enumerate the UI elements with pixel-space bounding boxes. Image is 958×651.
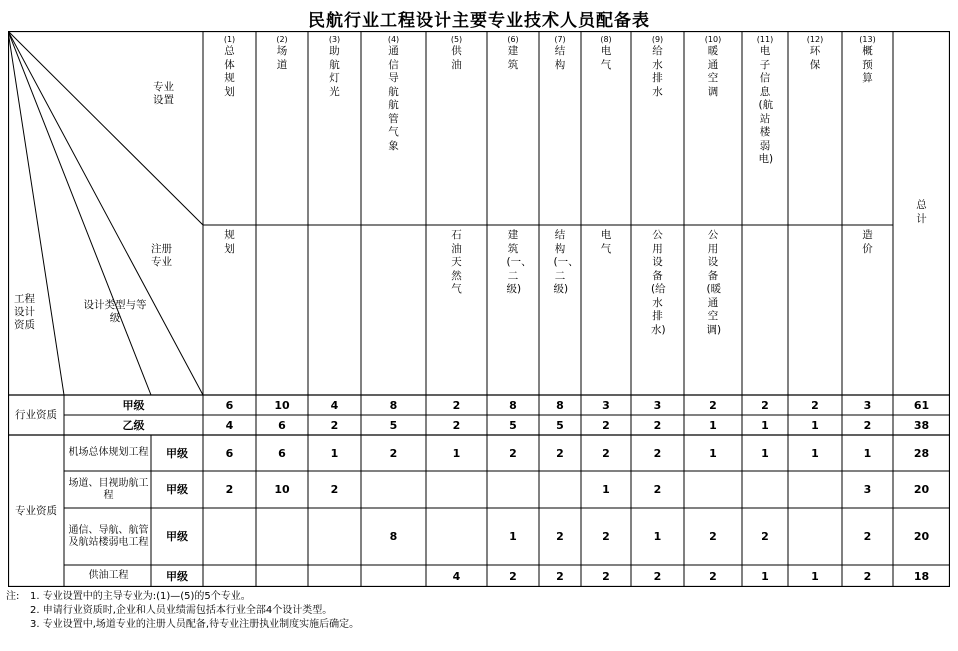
table-cell-text: 2 (602, 418, 610, 432)
col-name: 结构 (554, 45, 566, 71)
table-cell (203, 435, 256, 471)
col-name: 概预算 (862, 45, 873, 84)
table-cell-text: 1 (602, 483, 610, 496)
col-header-8 (583, 34, 629, 72)
table-cell (308, 435, 361, 471)
table-cell-text: 2 (709, 569, 717, 583)
table-cell (742, 435, 788, 471)
design-type (68, 435, 149, 471)
table-cell-text: 1 (863, 446, 872, 460)
design-grade (151, 508, 203, 565)
table-cell-text: 1 (330, 446, 339, 460)
table-cell-text: 2 (452, 398, 461, 412)
table-cell-text: 2 (653, 418, 662, 432)
table-cell (788, 508, 842, 565)
corner-label-qualification: 工程设计资质 (14, 293, 35, 331)
table-cell (788, 415, 842, 435)
table-cell (742, 565, 788, 587)
col-name: 环保 (809, 45, 821, 71)
col-number: (9) (651, 35, 664, 44)
table-cell-text: 2 (509, 569, 517, 583)
table-cell-text: 2 (602, 530, 610, 543)
registered-specialty: 结构(一、二级) (553, 229, 579, 295)
notes-label: 注: (6, 591, 20, 602)
table-cell (631, 508, 684, 565)
table-cell-text: 8 (556, 398, 564, 412)
total-cell-text: 38 (913, 418, 930, 432)
table-cell-text: 2 (863, 418, 872, 432)
table-cell-text: 5 (389, 418, 398, 432)
table-cell (631, 415, 684, 435)
col-name: 通信导航航管气象 (388, 45, 399, 152)
col-header-13 (844, 34, 891, 86)
table-cell-text: 1 (452, 446, 461, 460)
table-cell-text: 5 (556, 418, 564, 432)
col-header-2 (258, 34, 306, 72)
col-registered-5 (428, 229, 485, 297)
col-header-10 (686, 34, 740, 99)
table-cell (426, 471, 487, 508)
col-registered-6 (489, 229, 537, 297)
table-cell (256, 435, 308, 471)
col-registered-1 (205, 229, 254, 256)
design-type-text: 通信、导航、航管及航站楼弱电工程 (68, 524, 149, 548)
total-cell-text: 20 (913, 530, 930, 543)
col-name: 给水排水 (652, 45, 663, 98)
col-number: (12) (806, 35, 824, 44)
table-cell (203, 395, 256, 415)
table-cell (842, 435, 893, 471)
col-registered-10 (686, 229, 740, 337)
table-cell (308, 508, 361, 565)
diagonal (8, 31, 64, 395)
table-cell (361, 395, 426, 415)
note-2: 2. 申请行业资质时,企业和人员业绩需包括本行业全部4个设计类型。 (30, 605, 333, 616)
table-cell (361, 471, 426, 508)
table-cell-text: 2 (761, 530, 769, 543)
table-cell (361, 415, 426, 435)
col-number: (1) (223, 35, 236, 44)
table-cell (539, 508, 581, 565)
table-cell (361, 565, 426, 587)
table-cell-text: 1 (761, 418, 769, 432)
table-cell (581, 471, 631, 508)
total-cell (893, 395, 950, 415)
table-cell-text: 3 (863, 483, 872, 496)
table-cell-text: 2 (653, 569, 662, 583)
design-type-text: 场道、目视助航工程 (68, 477, 149, 501)
table-cell (308, 395, 361, 415)
col-number: (10) (704, 35, 722, 44)
design-grade-text: 甲级 (166, 569, 188, 583)
table-cell (203, 565, 256, 587)
col-header-7 (541, 34, 579, 72)
industry-label-text: 行业资质 (15, 408, 57, 421)
table-cell-text: 10 (274, 483, 290, 496)
table-cell (742, 508, 788, 565)
total-label: 总计 (916, 199, 927, 225)
table-cell-text: 3 (653, 398, 662, 412)
col-registered-8 (583, 229, 629, 256)
table-cell (487, 395, 539, 415)
table-cell (487, 471, 539, 508)
table-cell-text: 4 (452, 569, 461, 583)
specialty-label-text: 专业资质 (15, 504, 57, 517)
table-cell (842, 415, 893, 435)
table-cell-text: 1 (653, 530, 662, 543)
table-cell (361, 508, 426, 565)
col-header-9 (633, 34, 682, 99)
table-cell-text: 2 (556, 569, 564, 583)
col-header-4 (363, 34, 424, 153)
col-number: (5) (450, 35, 463, 44)
total-cell (893, 471, 950, 508)
table-cell-text: 2 (225, 483, 234, 496)
table-cell-text: 3 (863, 398, 872, 412)
col-header-6 (489, 34, 537, 72)
col-name: 电子信息(航站楼弱电) (758, 45, 774, 165)
table-cell (581, 435, 631, 471)
design-type-text: 机场总体规划工程 (68, 447, 149, 458)
table-cell (308, 471, 361, 508)
col-header-3 (310, 34, 359, 99)
design-grade (151, 471, 203, 508)
col-registered-9 (633, 229, 682, 337)
table-cell-text: 2 (602, 569, 610, 583)
total-cell-text: 61 (913, 398, 930, 412)
table-cell-text: 1 (761, 446, 769, 460)
table-cell (487, 435, 539, 471)
table-cell-text: 2 (556, 530, 564, 543)
corner-label-design-type: 设计类型与等级 (83, 299, 147, 324)
table-cell-text: 2 (653, 483, 662, 496)
staffing-table (8, 31, 950, 587)
table-cell-text: 5 (509, 418, 517, 432)
table-cell-text: 2 (509, 446, 517, 460)
table-cell-text: 6 (225, 398, 234, 412)
total-cell-text: 20 (913, 483, 930, 496)
page-title: 民航行业工程设计主要专业技术人员配备表 (308, 11, 650, 31)
col-number: (8) (600, 35, 612, 44)
table-cell-text: 8 (509, 398, 517, 412)
col-number: (11) (756, 35, 774, 44)
registered-specialty: 建筑(一、二级) (506, 229, 532, 295)
diagonal (8, 31, 151, 395)
col-header-12 (790, 34, 840, 72)
col-name: 暖通空调 (707, 45, 719, 98)
table-cell (539, 471, 581, 508)
table-cell (631, 471, 684, 508)
table-cell (487, 565, 539, 587)
total-cell (893, 435, 950, 471)
table-cell (631, 565, 684, 587)
table-cell (788, 565, 842, 587)
total-cell (893, 415, 950, 435)
table-cell-text: 2 (653, 446, 662, 460)
table-cell-text: 1 (811, 418, 819, 432)
specialty-label (8, 435, 64, 587)
table-cell-text: 2 (389, 446, 398, 460)
industry-grade (64, 395, 203, 415)
table-cell (203, 471, 256, 508)
col-header-11 (744, 34, 786, 167)
table-cell (581, 508, 631, 565)
note-3: 3. 专业设置中,场道专业的注册人员配备,待专业注册执业制度实施后确定。 (30, 619, 360, 630)
table-cell (788, 435, 842, 471)
design-grade-text: 甲级 (166, 530, 188, 543)
corner-label-specialty: 专业设置 (153, 81, 174, 106)
table-cell (631, 395, 684, 415)
table-cell-text: 4 (225, 418, 234, 432)
registered-specialty: 公用设备(暖通空调) (706, 229, 722, 336)
table-cell (684, 508, 742, 565)
industry-grade-text: 甲级 (122, 398, 145, 412)
design-type (68, 565, 149, 587)
col-number: (4) (387, 35, 400, 44)
col-header-total (895, 199, 948, 226)
col-header-5 (428, 34, 485, 72)
table-cell-text: 1 (509, 530, 517, 543)
table-cell (842, 395, 893, 415)
col-name: 总体规划 (224, 45, 235, 98)
table-cell-text: 1 (709, 418, 717, 432)
design-type (68, 471, 149, 508)
table-cell (631, 435, 684, 471)
table-cell-text: 1 (811, 569, 819, 583)
table-cell (684, 415, 742, 435)
table-cell-text: 3 (602, 398, 610, 412)
total-cell (893, 508, 950, 565)
table-cell (684, 471, 742, 508)
table-cell (684, 395, 742, 415)
table-cell (256, 508, 308, 565)
table-cell-text: 2 (452, 418, 461, 432)
design-grade (151, 435, 203, 471)
col-number: (6) (507, 35, 519, 44)
col-number: (3) (328, 35, 341, 44)
industry-grade (64, 415, 203, 435)
table-cell-text: 2 (556, 446, 564, 460)
table-cell (256, 395, 308, 415)
industry-grade-text: 乙级 (122, 418, 145, 432)
col-number: (13) (859, 35, 876, 44)
table-cell (426, 565, 487, 587)
table-cell (539, 435, 581, 471)
table-cell (426, 435, 487, 471)
table-cell-text: 2 (761, 398, 769, 412)
table-cell-text: 2 (811, 398, 819, 412)
col-name: 助航灯光 (329, 45, 340, 98)
table-cell (203, 508, 256, 565)
table-cell-text: 8 (389, 398, 398, 412)
table-cell-text: 2 (863, 530, 872, 543)
table-cell (256, 415, 308, 435)
col-name: 电气 (600, 45, 612, 71)
design-type-text: 供油工程 (88, 570, 129, 581)
table-cell (842, 508, 893, 565)
col-name: 建筑 (507, 45, 519, 71)
design-type (68, 508, 149, 565)
design-grade-text: 甲级 (166, 483, 188, 496)
corner-label-registered: 注册专业 (151, 243, 172, 268)
table-cell (581, 415, 631, 435)
registered-specialty: 造价 (862, 229, 873, 255)
table-cell (539, 415, 581, 435)
industry-label (8, 395, 64, 435)
table-cell-text: 1 (811, 446, 819, 460)
table-cell (684, 565, 742, 587)
table-cell (203, 415, 256, 435)
table-cell (842, 471, 893, 508)
total-cell-text: 18 (913, 569, 930, 583)
registered-specialty: 石油天然气 (451, 229, 462, 295)
total-cell-text: 28 (913, 446, 930, 460)
table-cell-text: 2 (709, 530, 717, 543)
col-number: (7) (554, 35, 566, 44)
col-number: (2) (276, 35, 288, 44)
table-cell-text: 2 (863, 569, 872, 583)
table-cell (684, 435, 742, 471)
table-cell-text: 2 (330, 483, 339, 496)
design-grade (151, 565, 203, 587)
table-cell (256, 565, 308, 587)
design-grade-text: 甲级 (166, 446, 188, 460)
notes (6, 590, 360, 632)
col-name: 场道 (276, 45, 288, 71)
table-cell (742, 395, 788, 415)
registered-specialty: 电气 (600, 229, 612, 255)
col-registered-13 (844, 229, 891, 256)
table-cell (308, 565, 361, 587)
table-cell (581, 395, 631, 415)
note-1: 1. 专业设置中的主导专业为:(1)—(5)的5个专业。 (30, 591, 251, 602)
table-cell (256, 471, 308, 508)
col-registered-7 (541, 229, 579, 297)
table-cell (308, 415, 361, 435)
table-cell (539, 395, 581, 415)
table-cell (842, 565, 893, 587)
table-cell-text: 4 (330, 398, 339, 412)
table-cell-text: 2 (330, 418, 339, 432)
table-cell (788, 471, 842, 508)
col-name: 供油 (451, 45, 462, 71)
table-cell-text: 6 (225, 446, 234, 460)
table-cell-text: 1 (709, 446, 717, 460)
table-cell (539, 565, 581, 587)
table-cell (742, 471, 788, 508)
table-cell-text: 1 (761, 569, 769, 583)
registered-specialty: 规划 (224, 229, 235, 255)
total-cell (893, 565, 950, 587)
table-cell-text: 2 (602, 446, 610, 460)
registered-specialty: 公用设备(给水排水) (651, 229, 666, 336)
table-cell (361, 435, 426, 471)
col-header-1 (205, 34, 254, 99)
table-cell (426, 395, 487, 415)
table-cell-text: 6 (278, 446, 286, 460)
table-cell (426, 508, 487, 565)
table-cell-text: 2 (709, 398, 717, 412)
table-cell (487, 415, 539, 435)
diagonal (8, 31, 203, 225)
table-cell (581, 565, 631, 587)
table-cell-text: 8 (389, 530, 398, 543)
table-cell-text: 6 (278, 418, 286, 432)
table-cell (788, 395, 842, 415)
table-cell (426, 415, 487, 435)
table-cell (742, 415, 788, 435)
table-cell-text: 10 (274, 398, 290, 412)
table-cell (487, 508, 539, 565)
